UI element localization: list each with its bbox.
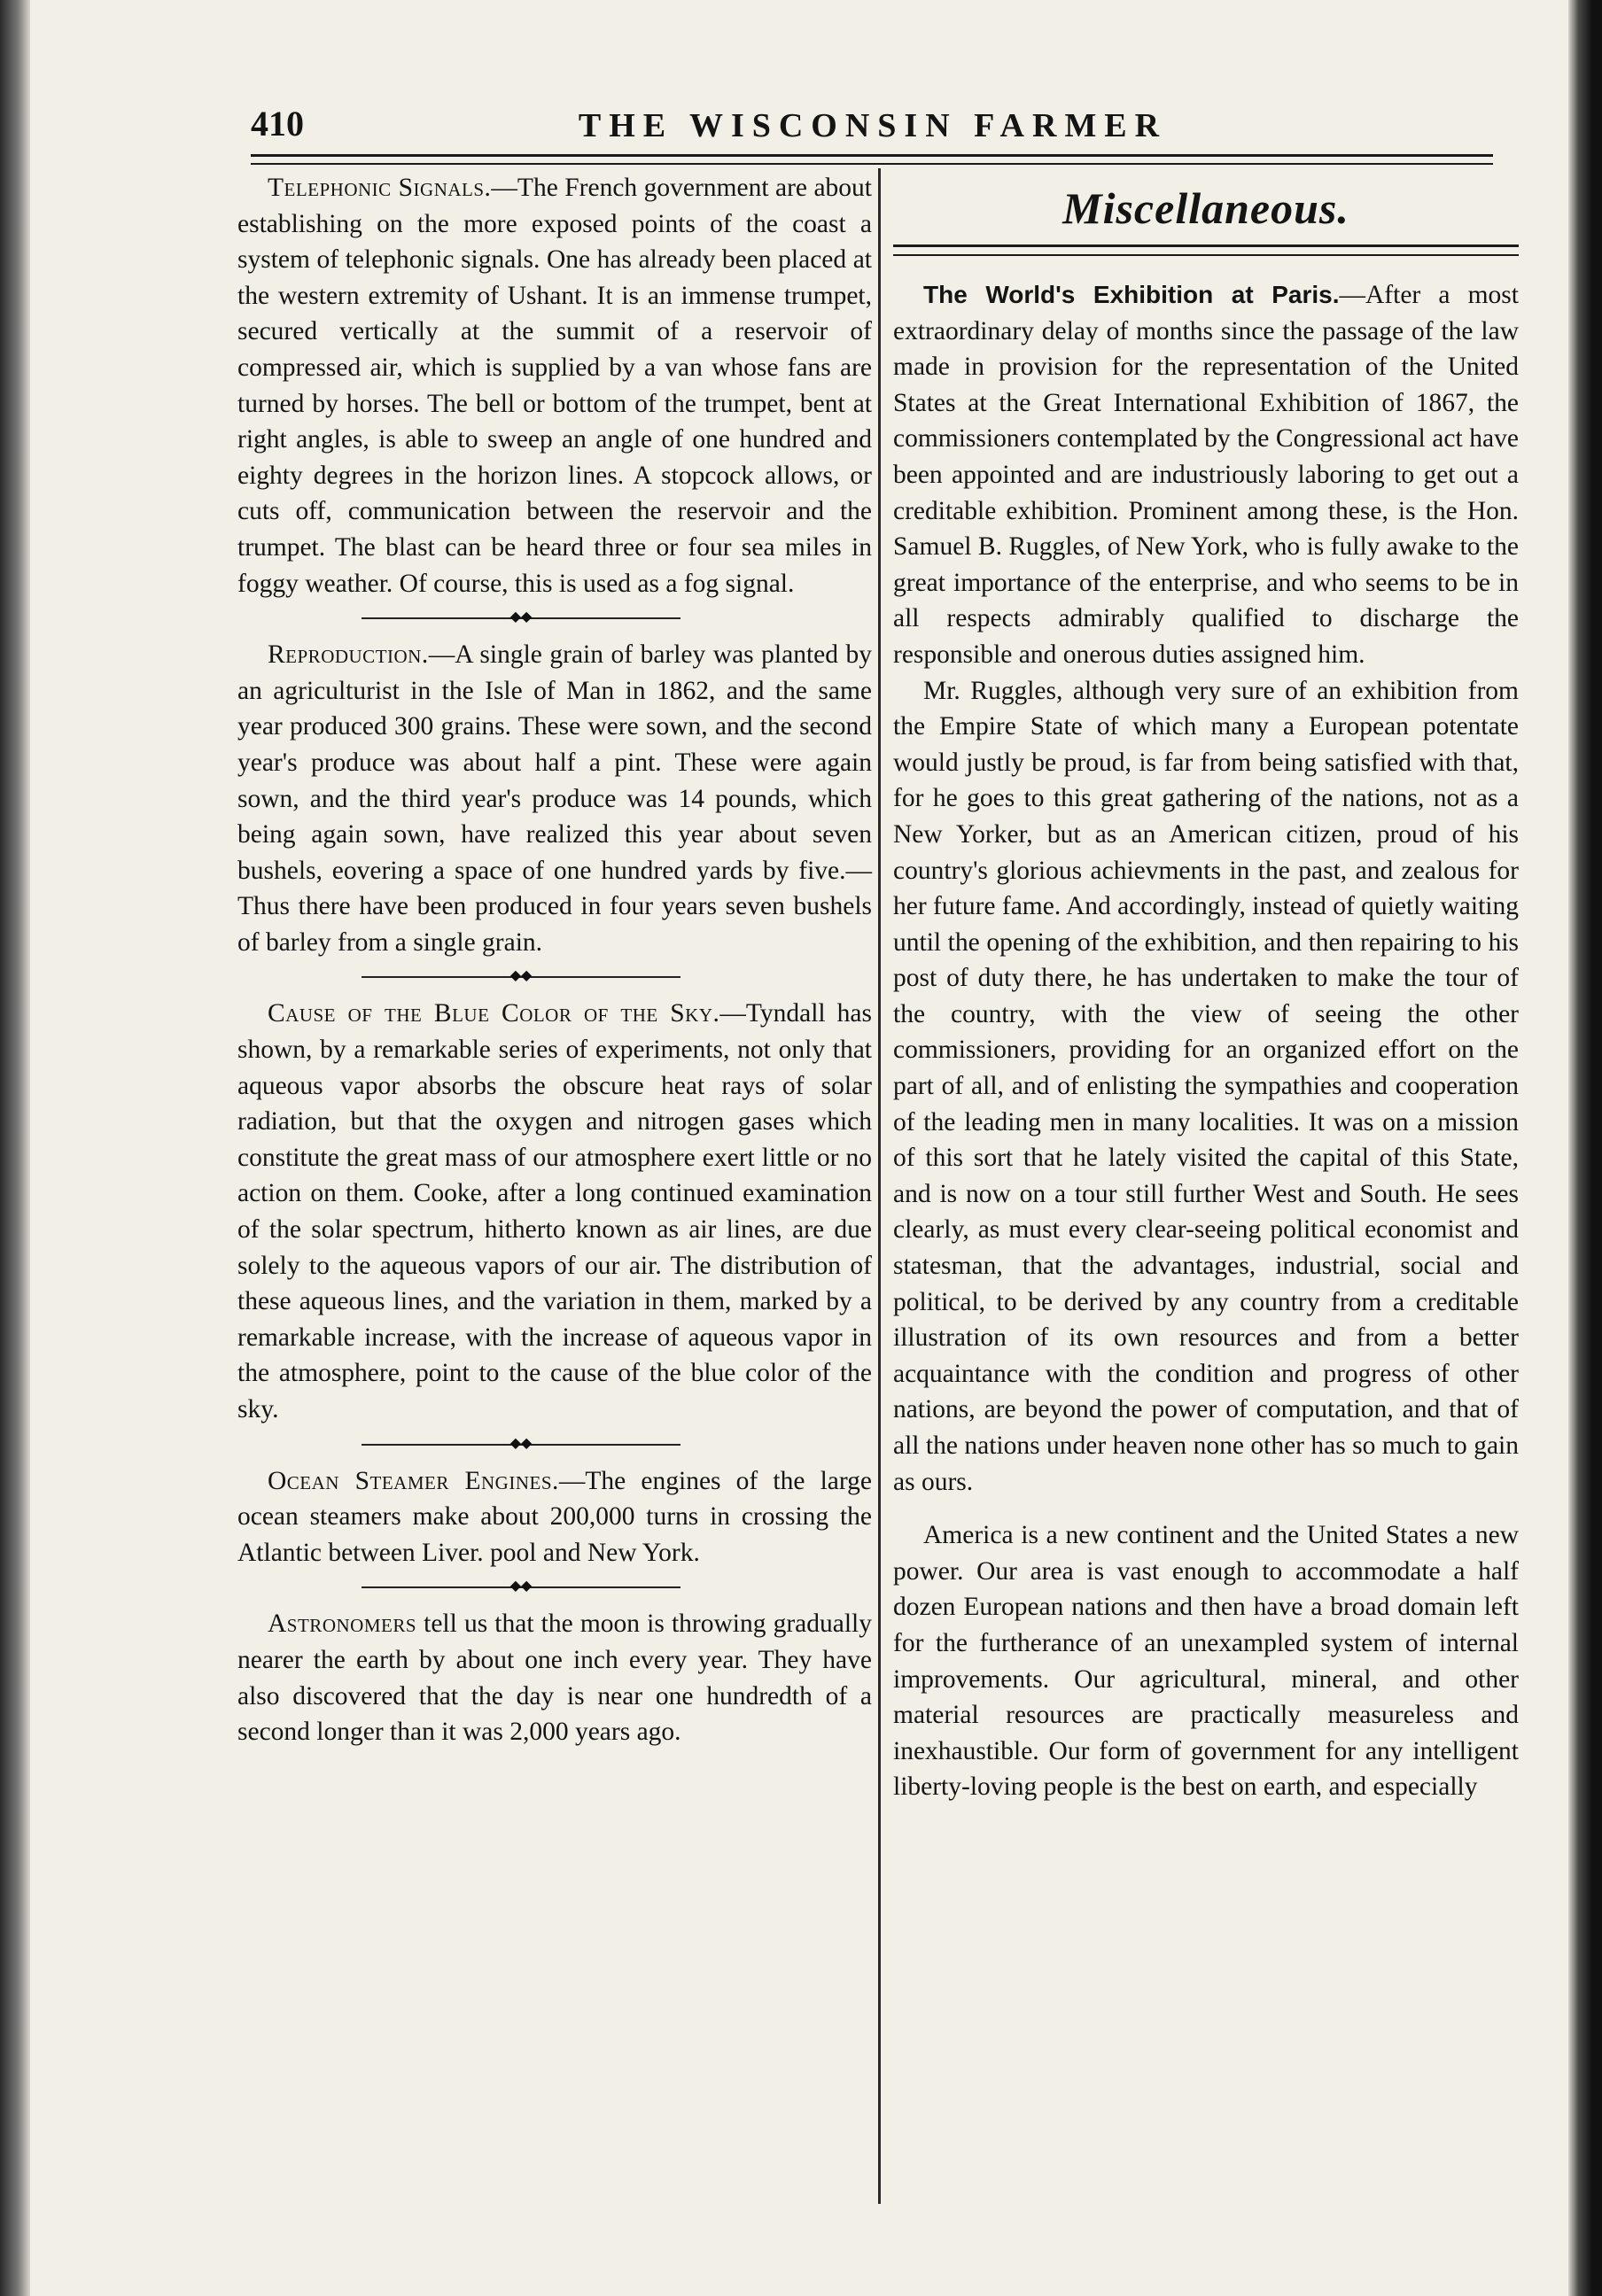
left-column: [237, 170, 872, 1750]
article-body: —Tyndall has shown, by a remarkable series of experiments, not only that aqueous vapor absorbs the obscure heat rays of solar radiation, but that the oxygen and nitrogen gases which constitute the great mass of our atmosphere exert little or no action on them. Cooke, after a long continued examination of the solar spectrum, hitherto known as air lines, are due solely to the aqueous vapors of our air. The distribution of these aqueous lines, and the variation in them, marked by a remarkable increase, with the increase of aqueous vapor in the atmosphere, point to the cause of the blue color of the sky.: [237, 999, 872, 1423]
article-lead: Cause of the Blue Color of the Sky.: [268, 999, 720, 1028]
article-ocean-steamer: [237, 1463, 872, 1571]
article-separator: ◆◆: [237, 960, 872, 996]
section-title: Miscellaneous.: [1062, 183, 1349, 233]
article-body: —The engines of the large ocean steamers make about 200,000 turns in crossing the Atlantic between Liver. pool and New York.: [237, 1466, 872, 1567]
article-body: —The French government are about establishing on the more exposed points of the coast a system of telephonic signals. One has already been placed at the western extremity of Ushant. It is an immense trumpet, secured vertically at the summit of a reservoir of compressed air, which is supplied by a van whose fans are turned by horses. The bell or bottom of the trumpet, bent at right angles, is able to sweep an angle of one hundred and eighty degrees in the horizon lines. A stopcock allows, or cuts off, communication between the reservoir and the trumpet. The blast can be heard three or four sea miles in foggy weather. Of course, this is used as a fog signal.: [237, 174, 872, 598]
article-paragraph: Mr. Ruggles, although very sure of an exhibition from the Empire State of which many a European potentate would justly be proud, is far from being satisfied with that, for he goes to this great gathering of the nations, not as a New Yorker, but as an American citizen, proud of his country's glorious achievments in the past, and zealous for her future fame. And accordingly, instead of quietly waiting until the opening of the exhibition, and then repairing to his post of duty there, he has undertaken to make the tour of the country, with the view of seeing the other commissioners, providing for an organized effort on the part of all, and of enlisting the sympathies and cooperation of the leading men in many localities. It was on a mission of this sort that he lately visited the capital of this State, and is now on a tour still further West and South. He sees clearly, as must every clear-seeing political economist and statesman, that the advantages, industrial, social and political, to be derived by any country from a creditable illustration of its own resources and from a better acquaintance with the condition and progress of other nations, are beyond the power of computation, and that of all the nations under heaven none other has so much to gain as ours.: [893, 676, 1519, 1496]
section-rule: [893, 244, 1519, 256]
page-edge: [1568, 0, 1602, 2296]
article-reproduction: [237, 637, 872, 960]
article-separator: ◆◆: [237, 601, 872, 637]
article-body: tell us that the moon is throwing gradually nearer the earth by about one inch every year. They have also discovered that the day is near one hundredth of a second longer than it was 2,000 years ago.: [237, 1610, 872, 1747]
article-worlds-exhibition: [893, 277, 1519, 1805]
article-telephonic-signals: [237, 170, 872, 601]
article-lead: Astronomers: [268, 1610, 417, 1639]
article-paragraph: —After a most extraordinary delay of months since the passage of the law made in provision for the representation of the United States at the Great International Exhibition of 1867, the commissioners contemplated by the Congressional act have been appointed and are industriously laboring to get out a creditable exhibition. Prominent among these, is the Hon. Samuel B. Ruggles, of New York, who is fully awake to the great importance of the enterprise, and who seems to be in all respects admirably qualified to discharge the responsible and onerous duties assigned him.: [893, 281, 1519, 669]
article-lead: Telephonic Signals.: [268, 174, 492, 202]
page-number: 410: [251, 104, 304, 144]
masthead-title: THE WISCONSIN FARMER: [578, 107, 1168, 144]
column-divider: [878, 168, 881, 2204]
article-separator: ◆◆: [237, 1571, 872, 1606]
binding-edge: [0, 0, 30, 2296]
right-column: [893, 170, 1519, 1805]
article-separator: ◆◆: [237, 1428, 872, 1463]
article-paragraph: America is a new continent and the United States a new power. Our area is vast enough to accommodate a half dozen European nations and then have a broad domain left for the furtherance of an unexampled system of internal improvements. Our agricultural, mineral, and other material resources are practically measureless and inexhaustible. Our form of government for any intelligent liberty-loving people is the best on earth, and especially: [893, 1521, 1519, 1802]
article-body: —A single grain of barley was planted by an agriculturist in the Isle of Man in 1862, and the same year produced 300 grains. These were sown, and the second year's produce was about half a pint. These were again sown, and the third year's produce was 14 pounds, which being again sown, have realized this year about seven bushels, eovering a space of one hundred yards by five.—Thus there have been produced in four years seven bushels of barley from a single grain.: [237, 640, 872, 957]
article-headline: The World's Exhibition at Paris.: [923, 281, 1340, 308]
header-rule: [251, 154, 1493, 165]
article-blue-sky: [237, 996, 872, 1427]
article-lead: Ocean Steamer Engines.: [268, 1466, 559, 1495]
article-astronomers: [237, 1606, 872, 1749]
page-header: [244, 99, 1502, 152]
article-lead: Reproduction.: [268, 640, 429, 670]
